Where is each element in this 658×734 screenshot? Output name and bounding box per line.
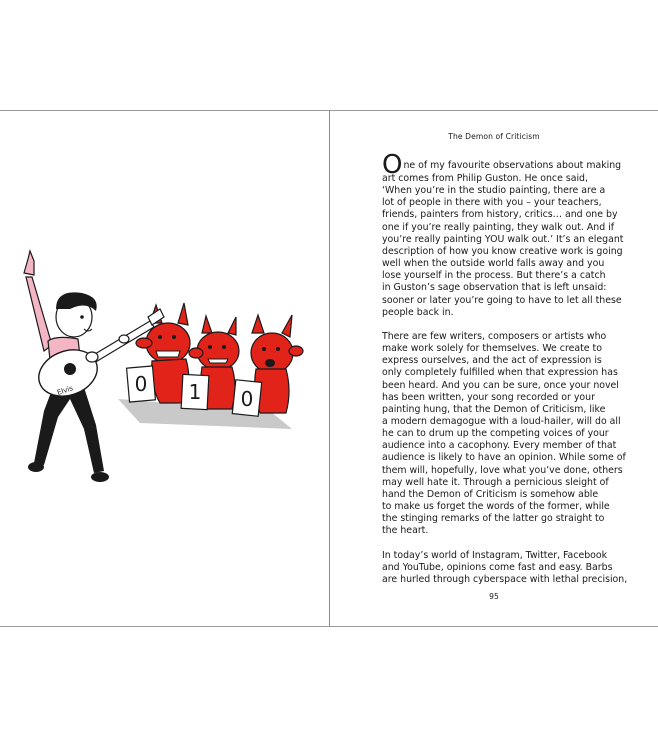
text-line: friends, painters from history, critics… and one by [382,209,618,221]
text-line: only completely fulfilled when that expression has [382,367,618,379]
text-line: you’re really painting YOU walk out.’ It’s an elegant [382,233,624,245]
text-line: painting hung, that the Demon of Criticism, like [382,403,606,415]
text-line: been heard. And you can be sure, once your novel [382,379,619,391]
text-line: them will, hopefully, love what you’ve done, others [382,464,623,476]
score-card-1-value: 0 [134,372,148,396]
text-line: lot of people in there with you – your teachers, [382,197,602,209]
text-line: are hurled through cyberspace with lethal precision, [382,573,628,585]
text-line: express ourselves, and the act of expression is [382,355,602,367]
score-card-3 [232,380,261,417]
text-line: a modern demagogue with a loud-hailer, will do all [382,415,621,427]
text-line: and YouTube, opinions come fast and easy. Barbs [382,561,613,573]
text-line: to make us forget the words of the former, while [382,501,610,513]
text-line: audience into a cacophony. Every member of that [382,440,617,452]
running-title: The Demon of Criticism [448,132,540,141]
text-line: he can to drum up the competing voices of your [382,428,609,440]
text-line: has been written, your song recorded or your [382,391,595,403]
text-line: make work solely for themselves. We create to [382,343,602,355]
rocker-and-demons-illustration [0,111,329,626]
text-line: one if you’re really painting, they walk out. And if [382,221,615,233]
drop-cap: O [382,150,403,180]
body-text [382,150,628,598]
text-line: art comes from Philip Guston. He once said, [382,173,588,184]
score-card-2 [181,374,209,409]
text-line: audience is likely to have an opinion. While some of [382,452,626,464]
text-line: In today’s world of Instagram, Twitter, Facebook [382,549,608,561]
text-line: the stinging remarks of the latter go straight to [382,513,605,525]
score-card-2-value: 1 [188,380,202,404]
text-line: One of my favourite observations about making [382,150,622,180]
page-number: 95 [489,592,499,601]
right-page [330,111,658,626]
text-line: hand the Demon of Criticism is somehow able [382,488,599,500]
paragraph-1 [382,150,624,319]
text-line: ‘When you’re in the studio painting, there are a [382,185,606,197]
text-line: well when the outside world falls away and you [382,258,605,270]
text-line: in Guston’s sage observation that is left unsaid: [382,282,607,294]
text-line: the heart. [382,525,429,537]
score-card-1 [127,366,156,402]
text-line: may well hate it. Through a pernicious sleight of [382,476,609,488]
book-spread [0,110,658,627]
paragraph-3 [382,549,628,586]
text-line: sooner or later you’re going to have to let all these [382,294,622,306]
paragraph-2 [382,330,626,538]
score-card-3-value: 0 [240,387,254,411]
guitar-lettering: Elvis [56,384,74,397]
left-page [0,111,329,626]
text-line: people back in. [382,306,454,318]
text-line: description of how you know creative work is going [382,245,623,257]
text-line: lose yourself in the process. But there’s a catch [382,270,606,282]
text-line: There are few writers, composers or artists who [382,330,607,342]
